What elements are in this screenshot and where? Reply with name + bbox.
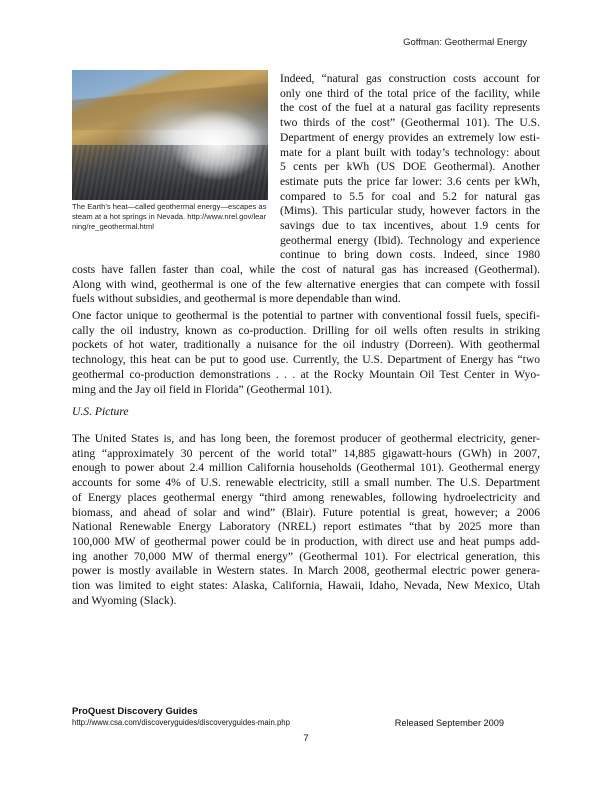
text-line: continue to bring down costs. Indeed, since 1980 bbox=[280, 248, 540, 262]
text-line: pockets of hot water, traditionally a nuisance for the oil industry (Dorreen). With geothermal bbox=[72, 338, 540, 352]
text-line: geothermal co-production demonstrations . . . at the Rocky Mountain Oil Test Center in Wyo- bbox=[72, 367, 540, 381]
text-line: fuels without subsidies, and geothermal is more dependable than wind. bbox=[72, 292, 401, 306]
section-heading: U.S. Picture bbox=[72, 405, 129, 418]
text-line: estimate puts the price far lower: 3.6 cents per kWh, bbox=[280, 174, 540, 188]
footer-url[interactable]: http://www.csa.com/discoveryguides/discoveryguides-main.php bbox=[72, 718, 290, 727]
text-line: of Energy places geothermal energy “third among renewables, following hydroelectricity and bbox=[72, 490, 540, 504]
text-line: (Mims). This particular study, however factors in the bbox=[280, 204, 540, 218]
text-line: ing another 70,000 MW of thermal energy” (Geothermal 101). For electrical generation, this bbox=[72, 549, 540, 563]
geothermal-steam-photo bbox=[72, 70, 268, 200]
running-header: Goffman: Geothermal Energy bbox=[403, 37, 527, 48]
text-line: geothermal energy (Ibid). Technology and experience bbox=[280, 233, 540, 247]
text-line: Along with wind, geothermal is one of the few alternative energies that can compete with fossil bbox=[72, 277, 540, 291]
text-line: ming and the Jay oil field in Florida” (Geothermal 101). bbox=[72, 382, 333, 396]
text-line: technology, this heat can be put to good use. Currently, the U.S. Department of Energy has “two bbox=[72, 353, 540, 367]
paragraph-2 bbox=[72, 309, 540, 397]
text-line: Indeed, “natural gas construction costs account for bbox=[280, 72, 540, 85]
figure-caption: The Earth’s heat—called geothermal energy—escapes as steam at a hot springs in Nevada. http://www.nrel.gov/learning/re_geothermal.html bbox=[72, 202, 267, 231]
text-line: accounts for some 4% of U.S. renewable electricity, still a small number. The U.S. Department bbox=[72, 476, 540, 490]
text-line: The United States is, and has long been, the foremost producer of geothermal electricity, gener- bbox=[72, 432, 540, 445]
text-line: biomass, and ahead of solar and wind” (Blair). Future potential is great, however; a 2006 bbox=[72, 505, 540, 519]
text-line: 100,000 MW of geothermal power could be in production, with direct use and heat pumps add- bbox=[72, 534, 540, 548]
text-line: ating “approximately 30 percent of the world total” 14,885 gigawatt-hours (GWh) in 2007, bbox=[72, 446, 540, 460]
text-line: National Renewable Energy Laboratory (NREL) report estimates “that by 2025 more than bbox=[72, 520, 540, 534]
text-line: and Wyoming (Slack). bbox=[72, 593, 177, 607]
text-line: compared to 5.5 for coal and 5.2 for natural gas bbox=[280, 189, 540, 203]
text-line: cally the oil industry, known as co-production. Drilling for oil wells often results in striking bbox=[72, 323, 540, 337]
paragraph-3 bbox=[72, 432, 540, 608]
footer-publication: ProQuest Discovery Guides bbox=[72, 706, 198, 717]
text-line: costs have fallen faster than coal, while the cost of natural gas has increased (Geothermal). bbox=[72, 263, 540, 276]
text-line: Department of energy provides an extremely low esti- bbox=[280, 130, 540, 144]
text-line: only one third of the total price of the facility, while bbox=[280, 86, 540, 100]
text-line: 5 cents per kWh (US DOE Geothermal). Another bbox=[280, 160, 540, 174]
text-line: One factor unique to geothermal is the potential to partner with conventional fossil fuels, specifi- bbox=[72, 309, 540, 322]
text-line: enough to power about 2.4 million California households (Geothermal 101). Geothermal energy bbox=[72, 461, 540, 475]
text-line: tion was limited to eight states: Alaska, California, Hawaii, Idaho, Nevada, New Mexico, Utah bbox=[72, 579, 540, 593]
text-line: mate for a plant built with today’s technology: about bbox=[280, 145, 540, 159]
paragraph-1-full bbox=[72, 263, 540, 307]
text-line: power is mostly available in Western states. In March 2008, geothermal electric power genera- bbox=[72, 564, 540, 578]
footer-release-date: Released September 2009 bbox=[394, 718, 504, 728]
page-number: 7 bbox=[303, 733, 309, 744]
text-line: two thirds of the cost” (Geothermal 101). The U.S. bbox=[280, 116, 540, 130]
text-line: the cost of the fuel at a natural gas facility represents bbox=[280, 101, 540, 115]
text-line: savings due to tax incentives, about 1.9 cents for bbox=[280, 219, 540, 233]
photo-steam-plume bbox=[172, 110, 262, 180]
paragraph-1-wrapped bbox=[280, 72, 540, 263]
